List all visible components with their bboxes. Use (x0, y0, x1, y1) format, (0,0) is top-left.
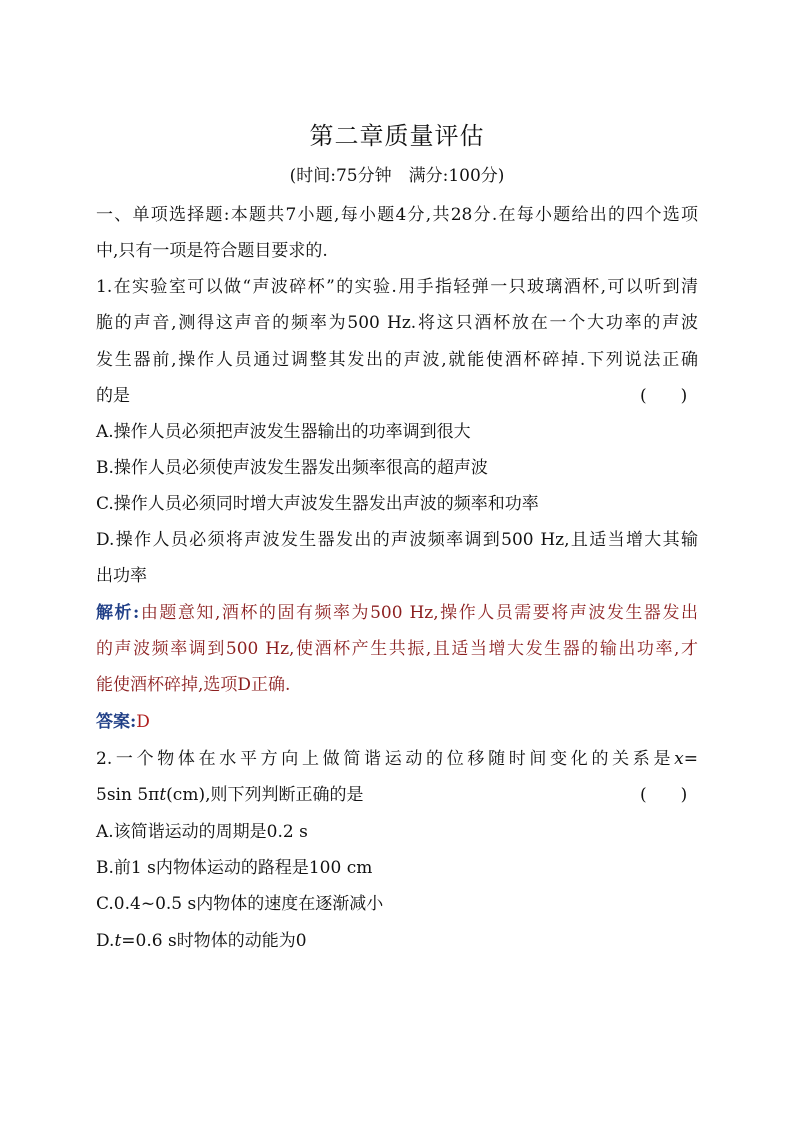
q1-option-d-line-1: D.操作人员必须将声波发生器发出的声波频率调到500 Hz,且适当增大其输 (96, 530, 698, 550)
q2-option-a: A.该简谐运动的周期是0.2 s (96, 822, 308, 842)
q1-stem-line-1: 1.在实验室可以做“声波碎杯”的实验.用手指轻弹一只玻璃酒杯,可以听到清 (96, 277, 698, 297)
exam-info: (时间:75分钟 满分:100分) (289, 166, 505, 186)
section-instructions-line-1: 一、单项选择题:本题共7小题,每小题4分,共28分.在每小题给出的四个选项 (96, 205, 698, 225)
variable-x: x (674, 749, 684, 769)
q2-option-b: B.前1 s内物体运动的路程是100 cm (96, 858, 373, 878)
option-d-prefix: D. (96, 931, 115, 951)
q2-stem-line-1 (96, 744, 698, 769)
answer-value: D (136, 712, 150, 732)
q1-explanation-line-2: 的声波频率调到500 Hz,使酒杯产生共振,且适当增大发生器的输出功率,才 (96, 639, 698, 659)
q1-answer-line (96, 707, 698, 732)
equals-sign: = (683, 749, 698, 769)
variable-t: t (114, 931, 122, 951)
q1-stem-line-2: 脆的声音,测得这声音的频率为500 Hz.将这只酒杯放在一个大功率的声波 (96, 313, 698, 333)
q2-stem-line-2 (96, 780, 698, 805)
q1-answer-bracket: ( ) (640, 386, 688, 406)
q2-stem-text: 2.一个物体在水平方向上做简谐运动的位移随时间变化的关系是 (96, 749, 675, 769)
option-d-text: =0.6 s时物体的动能为0 (121, 931, 307, 951)
q1-option-c: C.操作人员必须同时增大声波发生器发出声波的频率和功率 (96, 494, 539, 514)
explanation-label: 解析: (96, 603, 140, 623)
q2-stem-tail: (cm),则下列判断正确的是 (166, 785, 364, 805)
answer-label: 答案: (96, 712, 137, 732)
page-title: 第二章质量评估 (309, 122, 485, 150)
variable-t: t (159, 785, 167, 805)
q2-option-d (96, 926, 698, 951)
q1-explanation-line-3: 能使酒杯碎掉,选项D正确. (96, 675, 291, 695)
q1-option-b: B.操作人员必须使声波发生器发出频率很高的超声波 (96, 458, 488, 478)
q1-option-a: A.操作人员必须把声波发生器输出的功率调到很大 (96, 422, 471, 442)
q2-answer-bracket: ( ) (640, 785, 688, 805)
q2-option-c: C.0.4~0.5 s内物体的速度在逐渐减小 (96, 894, 384, 914)
q1-stem-line-4: 的是 (96, 386, 130, 406)
q1-explanation-line-1 (96, 598, 698, 623)
explanation-text: 由题意知,酒杯的固有频率为500 Hz,操作人员需要将声波发生器发出 (139, 603, 698, 623)
q1-stem-line-3: 发生器前,操作人员通过调整其发出的声波,就能使酒杯碎掉.下列说法正确 (96, 350, 698, 370)
q1-option-d-line-2: 出功率 (96, 566, 147, 586)
formula-part: 5sin 5π (96, 785, 160, 805)
section-instructions-line-2: 中,只有一项是符合题目要求的. (96, 241, 328, 261)
